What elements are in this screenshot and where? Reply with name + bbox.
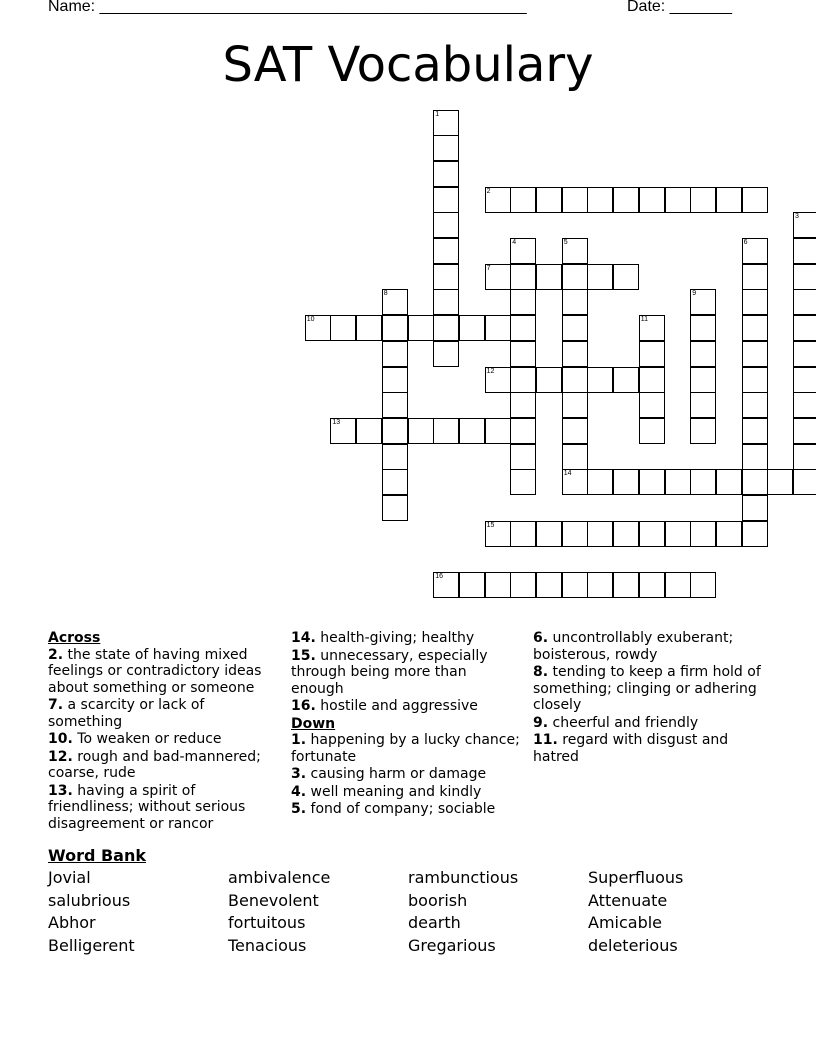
grid-cell[interactable] [690, 289, 716, 315]
grid-cell[interactable] [433, 238, 459, 264]
grid-cell[interactable] [613, 264, 639, 290]
grid-cell[interactable] [716, 187, 742, 213]
clue-down-11: 11. regard with disgust and hatred [533, 732, 729, 765]
grid-cell[interactable] [587, 572, 613, 598]
grid-cell[interactable] [665, 469, 691, 495]
grid-cell[interactable] [587, 187, 613, 213]
grid-cell[interactable] [510, 469, 536, 495]
grid-cell[interactable] [433, 187, 459, 213]
grid-cell[interactable] [536, 187, 562, 213]
grid-cell[interactable] [613, 469, 639, 495]
grid-cell[interactable] [485, 264, 511, 290]
grid-cell[interactable] [613, 187, 639, 213]
grid-cell[interactable] [330, 315, 356, 341]
clue-number-label: 1 [435, 110, 440, 118]
grid-cell[interactable] [562, 469, 588, 495]
clue-down-4: 4. well meaning and kindly [291, 783, 482, 800]
grid-cell[interactable] [510, 521, 536, 547]
grid-cell[interactable] [433, 418, 459, 444]
word-bank-item: fortuitous [228, 913, 306, 932]
word-bank-item: rambunctious [408, 868, 519, 887]
grid-cell[interactable] [510, 572, 536, 598]
grid-cell[interactable] [742, 289, 768, 315]
clue-number-label: 4 [512, 239, 517, 246]
clue-across-13: 13. having a spirit of friendliness; without serious disagreement or rancor [48, 782, 246, 832]
page-title: SAT Vocabulary [222, 37, 594, 93]
grid-cell[interactable] [510, 418, 536, 444]
grid-cell[interactable] [305, 315, 331, 341]
grid-cell[interactable] [742, 238, 768, 264]
grid-cell[interactable] [356, 418, 382, 444]
grid-cell[interactable] [587, 367, 613, 393]
grid-cell[interactable] [639, 469, 665, 495]
grid-cell[interactable] [562, 367, 588, 393]
grid-cell[interactable] [639, 315, 665, 341]
grid-cell[interactable] [459, 315, 485, 341]
grid-cell[interactable] [510, 444, 536, 470]
clue-down-6: 6. uncontrollably exuberant; boisterous, rowdy [533, 630, 734, 663]
header [0, 0, 816, 20]
grid-cell[interactable] [587, 469, 613, 495]
date-field[interactable]: Date: _______ [627, 0, 732, 15]
clue-number-label: 3 [795, 213, 799, 221]
grid-cell[interactable] [742, 187, 768, 213]
grid-cell[interactable] [690, 469, 716, 495]
grid-cell[interactable] [485, 187, 511, 213]
grid-cell[interactable] [690, 187, 716, 213]
grid-cell[interactable] [562, 572, 588, 598]
grid-cell[interactable] [587, 264, 613, 290]
grid-cell[interactable] [382, 341, 408, 367]
word-bank-item: Jovial [48, 868, 91, 887]
clue-number-label: 7 [486, 264, 491, 272]
clue-number-label: 16 [435, 573, 443, 581]
name-field[interactable]: Name: ________________________________________________ [48, 0, 527, 15]
grid-cell[interactable] [562, 289, 588, 315]
clue-number-label: 6 [743, 239, 748, 246]
grid-cell[interactable] [587, 521, 613, 547]
grid-cell[interactable] [690, 521, 716, 547]
grid-cell[interactable] [459, 418, 485, 444]
grid-cell[interactable] [665, 572, 691, 598]
clue-across-15: 15. unnecessary, especially through being more than enough [291, 647, 488, 697]
grid-cell[interactable] [690, 341, 716, 367]
clue-number-label: 10 [306, 316, 315, 324]
grid-cell[interactable] [639, 392, 665, 418]
clue-down-5: 5. fond of company; sociable [291, 801, 496, 817]
grid-cell[interactable] [485, 418, 511, 444]
grid-cell[interactable] [742, 315, 768, 341]
grid-cell[interactable] [562, 418, 588, 444]
grid-cell[interactable] [793, 341, 816, 367]
word-bank-item: salubrious [48, 890, 131, 910]
grid-cell[interactable] [613, 521, 639, 547]
clues-column-1 [48, 630, 280, 833]
clue-across-2: 2. the state of having mixed feelings or contradictory ideas about something or someone [48, 646, 262, 696]
clue-number-label: 11 [640, 316, 649, 324]
grid-cell[interactable] [510, 392, 536, 418]
grid-cell[interactable] [433, 161, 459, 187]
grid-cell[interactable] [639, 341, 665, 367]
clue-down-9: 9. cheerful and friendly [533, 714, 699, 731]
clue-across-12: 12. rough and bad-mannered; coarse, rude [48, 748, 261, 781]
grid-cell[interactable] [742, 341, 768, 367]
grid-cell[interactable] [536, 572, 562, 598]
grid-cell[interactable] [433, 135, 459, 161]
grid-cell[interactable] [742, 469, 768, 495]
grid-cell[interactable] [382, 495, 408, 521]
grid-cell[interactable] [433, 264, 459, 290]
grid-cell[interactable] [485, 367, 511, 393]
grid-cell[interactable] [793, 392, 816, 418]
word-bank-item: Amicable [588, 913, 663, 932]
grid-cell[interactable] [510, 187, 536, 213]
word-bank-item: boorish [408, 890, 468, 910]
clue-number-label: 8 [383, 290, 388, 298]
grid-cell[interactable] [510, 289, 536, 315]
grid-cell[interactable] [433, 572, 459, 598]
grid-cell[interactable] [382, 289, 408, 315]
grid-cell[interactable] [742, 264, 768, 290]
clue-number-label: 2 [486, 187, 491, 195]
clue-number-label: 9 [692, 290, 697, 298]
grid-cell[interactable] [382, 444, 408, 470]
grid-cell[interactable] [485, 521, 511, 547]
word-bank-item: Gregarious [408, 935, 496, 955]
grid-cell[interactable] [793, 469, 816, 495]
grid-cell[interactable] [742, 367, 768, 393]
grid-cell[interactable] [690, 315, 716, 341]
grid-cell[interactable] [613, 572, 639, 598]
clue-across-16: 16. hostile and aggressive [291, 698, 478, 714]
grid-cell[interactable] [690, 572, 716, 598]
grid-cell[interactable] [639, 521, 665, 547]
grid-cell[interactable] [793, 315, 816, 341]
grid-cell[interactable] [742, 444, 768, 470]
grid-cell[interactable] [510, 341, 536, 367]
clue-across-10: 10. To weaken or reduce [48, 731, 222, 747]
grid-cell[interactable] [793, 212, 816, 238]
grid-cell[interactable] [793, 367, 816, 393]
grid-cell[interactable] [793, 418, 816, 444]
grid-cell[interactable] [382, 418, 408, 444]
across-heading: Across [48, 630, 101, 646]
clue-number-label: 5 [563, 239, 568, 246]
grid-cell[interactable] [382, 469, 408, 495]
grid-cell[interactable] [793, 238, 816, 264]
grid-cell[interactable] [665, 187, 691, 213]
grid-cell[interactable] [459, 572, 485, 598]
clue-down-3: 3. causing harm or damage [291, 766, 487, 782]
grid-cell[interactable] [562, 341, 588, 367]
grid-cell[interactable] [639, 187, 665, 213]
grid-cell[interactable] [562, 187, 588, 213]
grid-cell[interactable] [793, 444, 816, 470]
grid-cell[interactable] [742, 521, 768, 547]
grid-cell[interactable] [793, 264, 816, 290]
grid-cell[interactable] [562, 521, 588, 547]
grid-cell[interactable] [690, 418, 716, 444]
clue-number-label: 13 [332, 418, 341, 426]
clues-column-2 [291, 630, 523, 819]
grid-cell[interactable] [382, 392, 408, 418]
grid-cell[interactable] [433, 289, 459, 315]
grid-cell[interactable] [562, 315, 588, 341]
grid-cell[interactable] [639, 418, 665, 444]
word-bank-item: Benevolent [228, 890, 319, 910]
grid-cell[interactable] [562, 392, 588, 418]
clue-across-7: 7. a scarcity or lack of something [48, 697, 205, 730]
grid-cell[interactable] [382, 367, 408, 393]
clue-number-label: 12 [486, 367, 495, 375]
grid-cell[interactable] [536, 367, 562, 393]
grid-cell[interactable] [690, 367, 716, 393]
grid-cell[interactable] [613, 367, 639, 393]
word-bank-item: Tenacious [228, 935, 307, 955]
grid-cell[interactable] [716, 521, 742, 547]
word-bank-item: dearth [408, 913, 461, 932]
grid-cell[interactable] [665, 521, 691, 547]
grid-cell[interactable] [433, 341, 459, 367]
grid-cell[interactable] [562, 238, 588, 264]
grid-cell[interactable] [639, 367, 665, 393]
down-heading: Down [291, 715, 336, 732]
clue-down-1: 1. happening by a lucky chance; fortunate [291, 732, 520, 765]
grid-cell[interactable] [433, 212, 459, 238]
grid-cell[interactable] [433, 315, 459, 341]
grid-cell[interactable] [330, 418, 356, 444]
word-bank-item: Belligerent [48, 935, 135, 955]
grid-cell[interactable] [408, 315, 434, 341]
clue-down-8: 8. tending to keep a firm hold of something; clinging or adhering closely [533, 664, 761, 713]
word-bank-item: Abhor [48, 913, 96, 932]
word-bank-item: deleterious [588, 935, 678, 955]
grid-cell[interactable] [742, 418, 768, 444]
grid-cell[interactable] [356, 315, 382, 341]
word-bank-item: Superfluous [588, 868, 684, 887]
grid-cell[interactable] [510, 264, 536, 290]
grid-cell[interactable] [536, 264, 562, 290]
grid-cell[interactable] [562, 444, 588, 470]
grid-cell[interactable] [485, 315, 511, 341]
grid-cell[interactable] [382, 315, 408, 341]
grid-cell[interactable] [536, 521, 562, 547]
clue-across-14: 14. health-giving; healthy [291, 630, 475, 646]
grid-cell[interactable] [716, 469, 742, 495]
clues-column-3 [533, 630, 773, 766]
grid-cell[interactable] [793, 289, 816, 315]
clue-number-label: 14 [563, 470, 572, 478]
word-bank-item: Attenuate [588, 890, 668, 910]
grid-cell[interactable] [510, 367, 536, 393]
grid-cell[interactable] [510, 315, 536, 341]
grid-cell[interactable] [562, 264, 588, 290]
grid-cell[interactable] [767, 469, 793, 495]
clue-number-label: 15 [486, 521, 495, 529]
grid-cell[interactable] [433, 110, 459, 136]
grid-cell[interactable] [742, 495, 768, 521]
word-bank-item: ambivalence [228, 868, 331, 887]
word-bank-heading: Word Bank [48, 846, 147, 865]
grid-cell[interactable] [408, 418, 434, 444]
grid-cell[interactable] [510, 238, 536, 264]
grid-cell[interactable] [742, 392, 768, 418]
grid-cell[interactable] [639, 572, 665, 598]
grid-cell[interactable] [690, 392, 716, 418]
grid-cell[interactable] [485, 572, 511, 598]
